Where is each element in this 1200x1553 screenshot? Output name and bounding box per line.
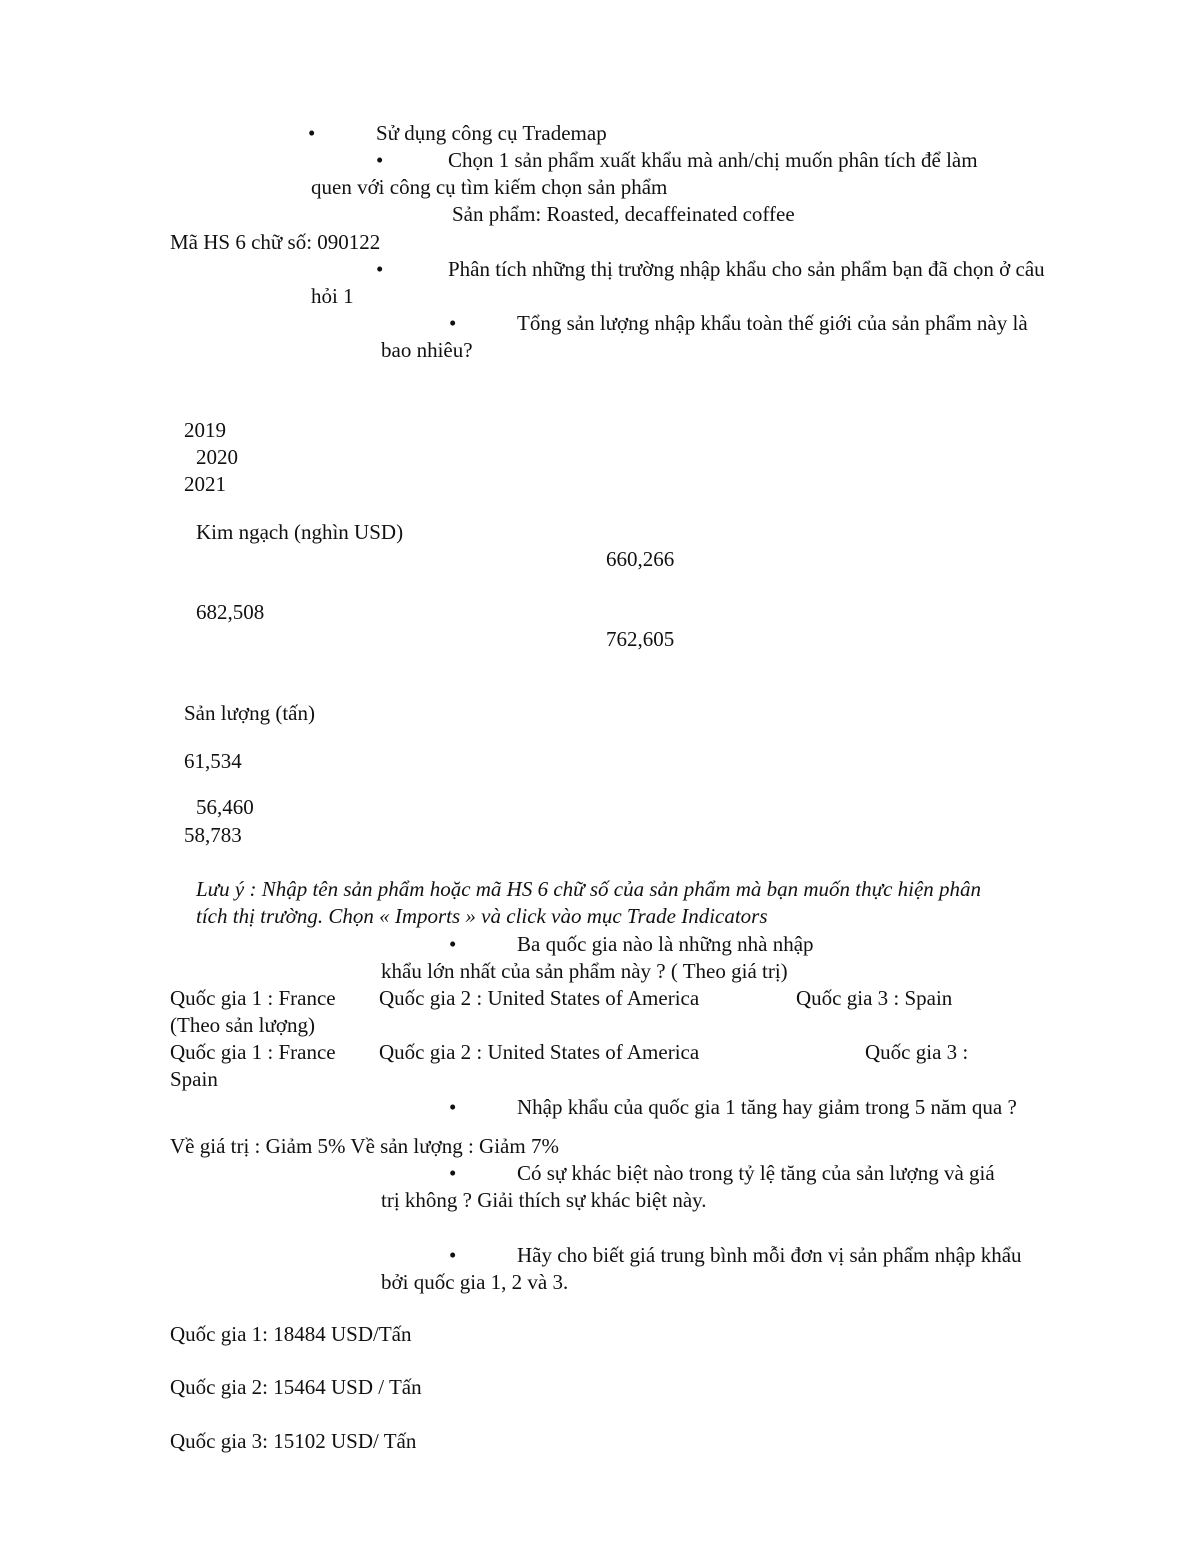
volume-cell: 58,783 bbox=[184, 823, 242, 847]
bullet: • bbox=[376, 148, 384, 172]
question-6-line-2: trị không ? Giải thích sự khác biệt này. bbox=[381, 1188, 707, 1212]
question-3-line-1: Tổng sản lượng nhập khẩu toàn thế giới của sản phẩm này là bbox=[517, 311, 1028, 335]
question-7-line-2: bởi quốc gia 1, 2 và 3. bbox=[381, 1270, 569, 1294]
value-cell: 762,605 bbox=[606, 627, 675, 651]
country-by-value: Quốc gia 2 : United States of America bbox=[379, 986, 700, 1010]
country-by-volume: Quốc gia 2 : United States of America bbox=[379, 1040, 700, 1064]
bullet: • bbox=[449, 1243, 457, 1267]
question-7-line-1: Hãy cho biết giá trung bình mỗi đơn vị sản phẩm nhập khẩu bbox=[517, 1243, 1022, 1267]
question-3-line-2: bao nhiêu? bbox=[381, 338, 473, 362]
by-volume-label: (Theo sản lượng) bbox=[170, 1013, 315, 1037]
question-6-line-1: Có sự khác biệt nào trong tỷ lệ tăng của sản lượng và giá bbox=[517, 1161, 995, 1185]
country-by-value: Quốc gia 1 : France bbox=[170, 986, 336, 1010]
note-line-2: tích thị trường. Chọn « Imports » và click vào mục Trade Indicators bbox=[196, 904, 768, 928]
value-cell: 682,508 bbox=[196, 600, 265, 624]
bullet: • bbox=[449, 311, 457, 335]
question-1-line-1: Chọn 1 sản phẩm xuất khẩu mà anh/chị muốn phân tích để làm bbox=[448, 148, 978, 172]
question-4-line-1: Ba quốc gia nào là những nhà nhập bbox=[517, 932, 814, 956]
year-label: 2021 bbox=[184, 472, 226, 496]
year-label: 2019 bbox=[184, 418, 226, 442]
note-line-1: Lưu ý : Nhập tên sản phẩm hoặc mã HS 6 chữ số của sản phẩm mà bạn muốn thực hiện phân bbox=[196, 877, 982, 901]
bullet: • bbox=[449, 1095, 457, 1119]
country-by-volume: Quốc gia 1 : France bbox=[170, 1040, 336, 1064]
question-2-line-1: Phân tích những thị trường nhập khẩu cho sản phẩm bạn đã chọn ở câu bbox=[448, 257, 1045, 281]
year-label: 2020 bbox=[196, 445, 238, 469]
bullet: • bbox=[449, 932, 457, 956]
trend-answer: Về giá trị : Giảm 5% Về sản lượng : Giảm 7% bbox=[170, 1134, 559, 1158]
value-row-label: Kim ngạch (nghìn USD) bbox=[196, 520, 404, 544]
country-by-volume-continued: Spain bbox=[170, 1067, 218, 1091]
value-cell: 660,266 bbox=[606, 547, 675, 571]
country-by-volume: Quốc gia 3 : bbox=[865, 1040, 969, 1064]
bullet: • bbox=[449, 1161, 457, 1185]
question-4-line-2: khẩu lớn nhất của sản phẩm này ? ( Theo giá trị) bbox=[381, 959, 788, 983]
country-by-value: Quốc gia 3 : Spain bbox=[796, 986, 953, 1010]
hs-code: Mã HS 6 chữ số: 090122 bbox=[170, 230, 381, 254]
price-answer: Quốc gia 2: 15464 USD / Tấn bbox=[170, 1375, 422, 1399]
price-answer: Quốc gia 3: 15102 USD/ Tấn bbox=[170, 1429, 417, 1453]
price-answer: Quốc gia 1: 18484 USD/Tấn bbox=[170, 1322, 412, 1346]
section-heading: Sử dụng công cụ Trademap bbox=[376, 121, 607, 145]
question-1-line-2: quen với công cụ tìm kiếm chọn sản phẩm bbox=[311, 175, 668, 199]
product-name: Sản phẩm: Roasted, decaffeinated coffee bbox=[452, 202, 795, 226]
bullet: • bbox=[376, 257, 384, 281]
volume-cell: 56,460 bbox=[196, 795, 254, 819]
bullet: • bbox=[308, 121, 316, 145]
question-5: Nhập khẩu của quốc gia 1 tăng hay giảm trong 5 năm qua ? bbox=[517, 1095, 1017, 1119]
question-2-line-2: hỏi 1 bbox=[311, 284, 354, 308]
volume-cell: 61,534 bbox=[184, 749, 242, 773]
volume-row-label: Sản lượng (tấn) bbox=[184, 701, 315, 725]
